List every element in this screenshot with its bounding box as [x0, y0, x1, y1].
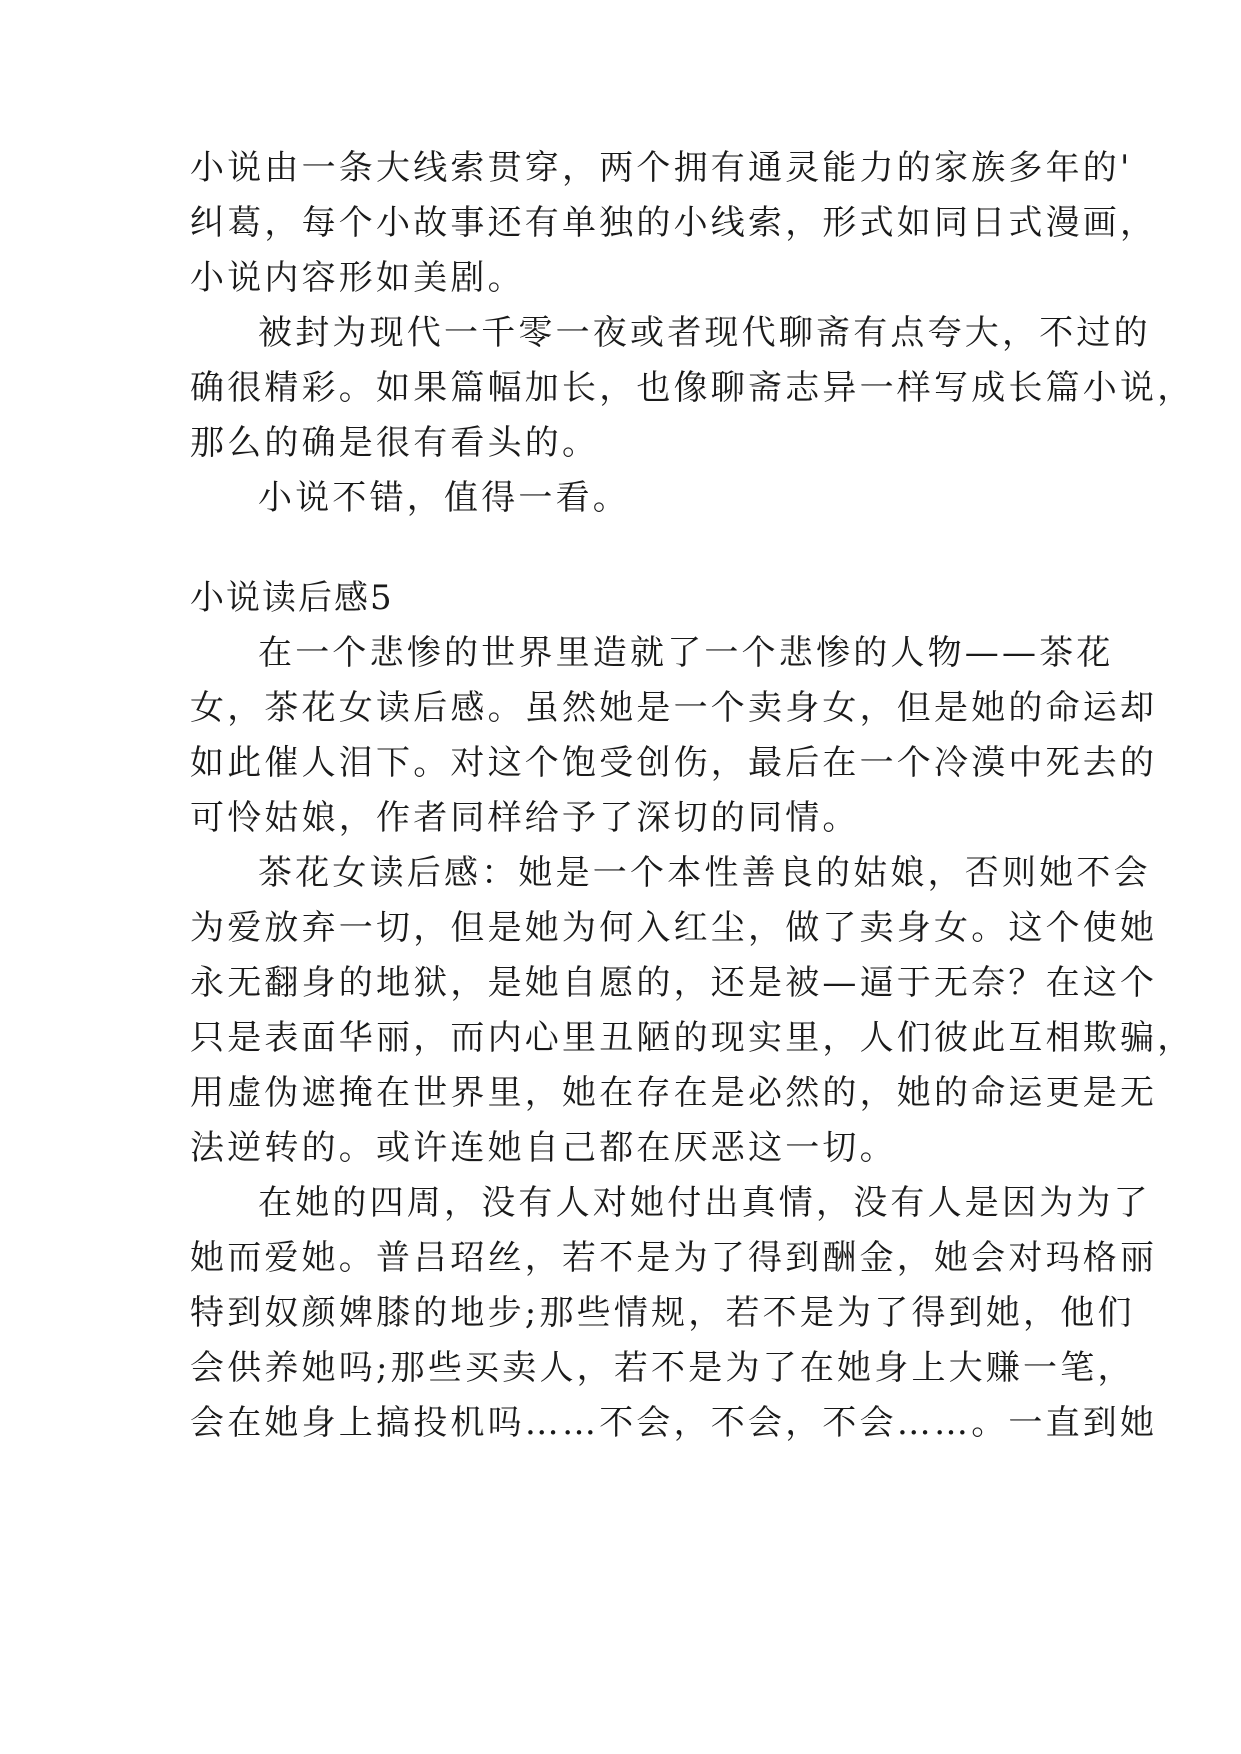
paragraph-line: 女，茶花女读后感。虽然她是一个卖身女，但是她的命运却	[190, 688, 1158, 728]
paragraph-line: 会供养她吗;那些买卖人，若不是为了在她身上大赚一笔，	[190, 1348, 1135, 1388]
paragraph-line: 在她的四周，没有人对她付出真情，没有人是因为为了	[258, 1183, 1151, 1223]
paragraph-line: 小说由一条大线索贯穿，两个拥有通灵能力的家族多年的'	[190, 148, 1133, 188]
paragraph-line: 用虚伪遮掩在世界里，她在存在是必然的，她的命运更是无	[190, 1073, 1158, 1113]
paragraph-line: 小说不错，值得一看。	[258, 478, 630, 518]
paragraph-line: 那么的确是很有看头的。	[190, 423, 600, 463]
paragraph-line: 永无翻身的地狱，是她自愿的，还是被—逼于无奈？在这个	[190, 963, 1158, 1003]
paragraph-line: 在一个悲惨的世界里造就了一个悲惨的人物——茶花	[258, 633, 1114, 673]
paragraph-line: 纠葛，每个小故事还有单独的小线索，形式如同日式漫画，	[190, 203, 1158, 243]
paragraph-line: 只是表面华丽，而内心里丑陋的现实里，人们彼此互相欺骗，	[190, 1018, 1195, 1058]
paragraph-line: 法逆转的。或许连她自己都在厌恶这一切。	[190, 1128, 897, 1168]
paragraph-line: 确很精彩。如果篇幅加长，也像聊斋志异一样写成长篇小说，	[190, 368, 1195, 408]
paragraph-line: 小说内容形如美剧。	[190, 258, 525, 298]
paragraph-line: 茶花女读后感：她是一个本性善良的姑娘，否则她不会	[258, 853, 1151, 893]
paragraph-line: 如此催人泪下。对这个饱受创伤，最后在一个冷漠中死去的	[190, 743, 1158, 783]
paragraph-line: 被封为现代一千零一夜或者现代聊斋有点夸大，不过的	[258, 313, 1151, 353]
paragraph-line: 可怜姑娘，作者同样给予了深切的同情。	[190, 798, 860, 838]
paragraph-line: 特到奴颜婢膝的地步;那些情规，若不是为了得到她，他们	[190, 1293, 1135, 1333]
section-heading: 小说读后感5	[190, 578, 394, 618]
paragraph-line: 她而爱她。普吕玿丝，若不是为了得到酬金，她会对玛格丽	[190, 1238, 1158, 1278]
paragraph-line: 为爱放弃一切，但是她为何入红尘，做了卖身女。这个使她	[190, 908, 1158, 948]
paragraph-line: 会在她身上搞投机吗……不会，不会，不会……。一直到她	[190, 1403, 1158, 1443]
